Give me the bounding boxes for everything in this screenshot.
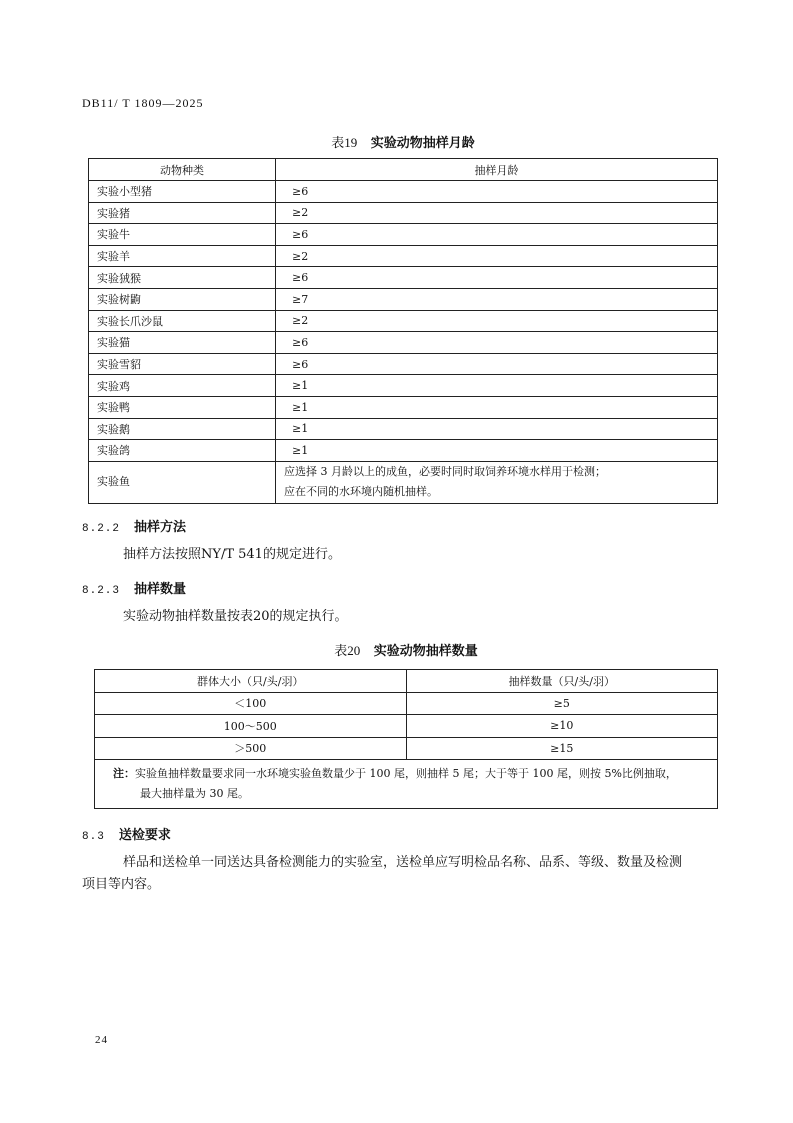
species-cell: 实验鹅: [89, 418, 276, 440]
table-row: [89, 181, 718, 203]
table20-number: 表20: [334, 643, 361, 658]
age-cell: ≥1: [276, 396, 718, 418]
species-cell: 实验鸭: [89, 396, 276, 418]
table-row: [89, 288, 718, 310]
table-row: [95, 715, 718, 738]
section-8-2-3-text: 实验动物抽样数量按表20的规定执行。: [123, 609, 348, 624]
species-cell: 实验雪貂: [89, 353, 276, 375]
table-row: [89, 224, 718, 246]
table-row: [89, 267, 718, 289]
age-cell: ≥1: [276, 440, 718, 462]
age-cell: ≥7: [276, 288, 718, 310]
table-row: [89, 332, 718, 354]
table19-number: 表19: [331, 135, 358, 150]
age-cell: ≥2: [276, 202, 718, 224]
species-cell: 实验猪: [89, 202, 276, 224]
sample-count-cell: ≥5: [406, 692, 718, 715]
age-cell: ≥6: [276, 332, 718, 354]
note-line1: [113, 764, 709, 784]
species-cell: 实验长爪沙鼠: [89, 310, 276, 332]
section-8-2-2-text: 抽样方法按照NY/T 541的规定进行。: [123, 547, 341, 562]
note-text-line2: 最大抽样量为 30 尾。: [140, 787, 249, 800]
section-8-3-text-line2: 项目等内容。: [82, 877, 161, 892]
species-cell: 实验猫: [89, 332, 276, 354]
table20-header-sample-count: 抽样数量（只/头/羽）: [406, 670, 718, 693]
table-row: [89, 245, 718, 267]
age-cell: ≥2: [276, 245, 718, 267]
age-cell: ≥6: [276, 267, 718, 289]
section-8-3-heading: [82, 824, 171, 843]
sample-count-cell: ≥15: [406, 737, 718, 760]
section-title: 送检要求: [118, 828, 171, 843]
table19-caption: 实验动物抽样月龄: [370, 136, 475, 151]
section-number: 8.3: [82, 831, 105, 843]
species-cell: 实验鸽: [89, 440, 276, 462]
age-cell-fish: [276, 461, 718, 503]
group-size-cell: ＜100: [95, 692, 407, 715]
table-row: [89, 440, 718, 462]
species-cell: 实验小型猪: [89, 181, 276, 203]
table19-sampling-age: [88, 158, 718, 504]
table20-header-group-size: 群体大小（只/头/羽）: [95, 670, 407, 693]
section-number: 8.2.3: [82, 585, 121, 597]
section-number: 8.2.2: [82, 523, 121, 535]
species-cell: 实验羊: [89, 245, 276, 267]
fish-requirement-line2: 应在不同的水环境内随机抽样。: [284, 485, 438, 499]
table-row: [89, 396, 718, 418]
age-cell: ≥6: [276, 353, 718, 375]
table-row: [89, 375, 718, 397]
table-row: [89, 310, 718, 332]
group-size-cell: ＞500: [95, 737, 407, 760]
table-row: [89, 202, 718, 224]
table-row-fish: [89, 461, 718, 503]
age-cell: ≥6: [276, 181, 718, 203]
table19-header-species: 动物种类: [89, 159, 276, 181]
table20-sampling-quantity: [94, 669, 718, 809]
table-row: [95, 737, 718, 760]
species-cell: 实验鸡: [89, 375, 276, 397]
table20-note-row: [95, 760, 718, 809]
table-row: [95, 692, 718, 715]
age-cell: ≥1: [276, 375, 718, 397]
species-cell-fish: 实验鱼: [89, 461, 276, 503]
species-cell: 实验牛: [89, 224, 276, 246]
section-8-2-2-heading: [82, 516, 186, 535]
section-title: 抽样方法: [134, 520, 187, 535]
section-title: 抽样数量: [134, 582, 187, 597]
fish-requirement-line1: 应选择 3 月龄以上的成鱼，必要时同时取饲养环境水样用于检测；: [284, 465, 606, 479]
note-label: 注：: [113, 767, 135, 780]
table20-caption: 实验动物抽样数量: [373, 644, 478, 659]
page-number: 24: [95, 1034, 108, 1046]
table20-title: [94, 640, 718, 659]
section-8-2-3-heading: [82, 578, 186, 597]
document-code: DB11/ T 1809—2025: [82, 96, 204, 110]
section-8-3-text-line1: 样品和送检单一同送达具备检测能力的实验室，送检单应写明检品名称、品系、等级、数量及检测: [123, 855, 683, 870]
table19-title: [88, 132, 718, 151]
sample-count-cell: ≥10: [406, 715, 718, 738]
table-row: [89, 353, 718, 375]
table19-header-age: 抽样月龄: [276, 159, 718, 181]
age-cell: ≥6: [276, 224, 718, 246]
table20-note: [95, 760, 718, 809]
table-row: [89, 418, 718, 440]
age-cell: ≥1: [276, 418, 718, 440]
age-cell: ≥2: [276, 310, 718, 332]
species-cell: 实验狨猴: [89, 267, 276, 289]
species-cell: 实验树鼩: [89, 288, 276, 310]
note-text-line1: 实验鱼抽样数量要求同一水环境实验鱼数量少于 100 尾，则抽样 5 尾；大于等于 100 尾，则按 5%比例抽取，: [135, 767, 677, 780]
group-size-cell: 100～500: [95, 715, 407, 738]
table20-header-row: [95, 670, 718, 693]
table19-header-row: [89, 159, 718, 181]
